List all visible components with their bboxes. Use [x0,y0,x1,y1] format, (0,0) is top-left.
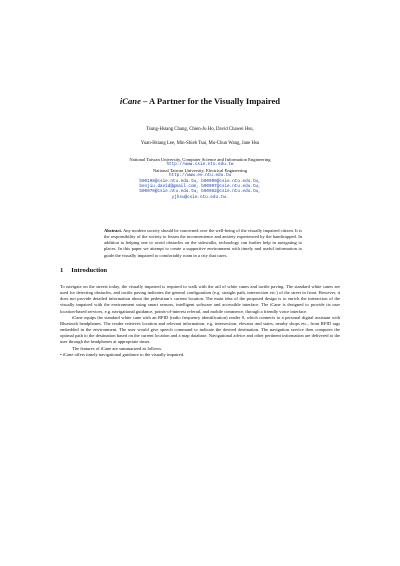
abstract-label: Abstract. [104,228,123,233]
section-title: Introduction [71,267,108,274]
body-paragraph: To navigate on the streets today, the visually impaired is required to walk with the aid of white canes and tactile paving. The standard white canes are used for detecting obstacles, and tactile paving indicates the general configuration (e.g. straight path, intersection etc.) of the street in front. However, it does not provide detailed information about the pedestrian’s current location. The main idea of the proposed design is to enrich the interaction of the visually impaired with the environment using smart sensors, intelligent software and accessible interface. The iCane is designed to provide its user location-based services, e.g. navigational guidance, points-of-interest referral, and mobile commerce, through a friendly voice interface. [60,284,340,314]
affiliation-url-2[interactable]: http://www.ee.ntu.edu.tw [169,173,231,179]
authors-line-1: Tsung-Hsiang Chang, Chien-Ju Ho, David Chawei Hsu, [146,127,254,132]
affiliation-block [0,157,400,200]
affiliation-dept-1: National Taiwan University, Computer Science and Information Engineering [129,157,271,162]
abstract-text: Any modern society should be concerned over the well-being of the visually impaired citizen. It is the responsibility of the society to lessen the inconvenience and anxiety experienced by the handicapped. In addition to helping one to avoid obstacles on the sidewalks, technology can further help in navigating to places. In this paper we attempt to create a supportive environment with timely and useful information to guide the visually impaired to comfortably roam in a city that cares. [104,228,302,258]
body-paragraph: iCane equips the standard white cane with an RFID (radio frequency identification) reader 0, which connects to a personal digital assistant with Bluetooth headphones. The reader retrieves location and relevant information, e.g. intersection, elevator and stairs, nearby shops etc., from RFID tags embedded in the environment. The user would give speech command to indicate the desired destination. The navigation service then computes the optimal path to the destination based on the current location and a map database. Navigational advice and other pertinent information are delivered to the user through the headphones at appropriate times. [60,314,340,345]
section-heading [60,267,107,274]
section-number: 1 [60,267,64,274]
authors-line-2: Yuan-Hsiang Lee, Min-Shieh Tsai, Mu-Chun Wang, Jane Hsu [140,141,260,146]
email-line[interactable]: b90070@csie.ntu.edu.tw, b90082@csie.ntu.edu.tw, [139,189,261,195]
body-paragraph: The features of iCane are summarized as follows. [72,345,163,351]
body-text [60,284,340,358]
email-line[interactable]: yjhsu@csie.ntu.edu.tw. [171,194,229,200]
affiliation-dept-2: National Taiwan University, Electrical Engineering [152,167,248,173]
title-prefix: iCane [119,96,141,106]
paper-title [0,96,400,106]
title-rest: – A Partner for the Visually Impaired [140,96,281,106]
abstract [104,228,302,259]
affiliation-url-1[interactable]: http://www.csie.ntu.edu.tw [166,162,234,168]
email-line[interactable]: b90108@csie.ntu.edu.tw, b90099@csie.ntu.edu.tw, [139,178,261,184]
email-line[interactable]: benjiu.david@gmail.com, b90097@csie.ntu.edu.tw, [139,184,261,190]
bullet-item: • iCane offers timely navigational guidance to the visually impaired. [60,351,185,357]
